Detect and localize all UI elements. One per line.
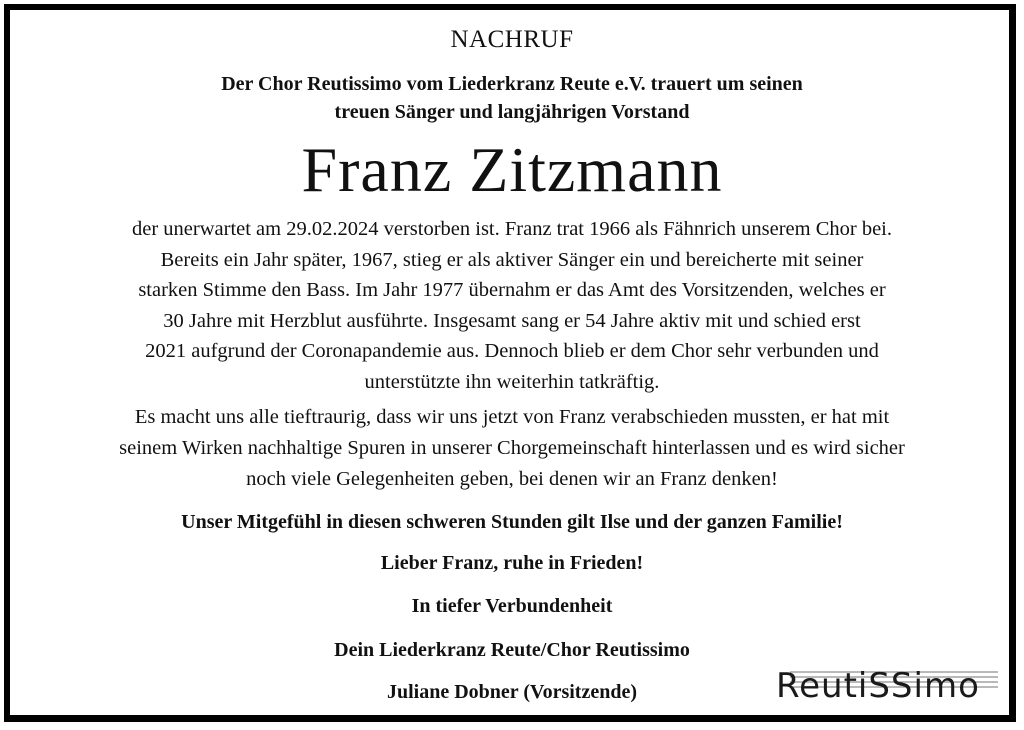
notice-heading: NACHRUF bbox=[450, 26, 574, 53]
paragraph-line: seinem Wirken nachhaltige Spuren in unserer Chorgemeinschaft hinterlassen und es wird sicher bbox=[119, 437, 905, 459]
paragraph-line: 2021 aufgrund der Coronapandemie aus. Dennoch blieb er dem Chor sehr verbunden und bbox=[145, 340, 879, 362]
paragraph-line: unterstützte ihn weiterhin tatkräftig. bbox=[364, 370, 660, 393]
paragraph-line: starken Stimme den Bass. Im Jahr 1977 übernahm er das Amt des Vorsitzenden, welches er bbox=[138, 279, 886, 301]
paragraph-line: Es macht uns alle tieftraurig, dass wir uns jetzt von Franz verabschieden mussten, er hat mit bbox=[134, 406, 890, 428]
tribute-paragraph bbox=[30, 402, 994, 495]
farewell-line: Lieber Franz, ruhe in Frieden! bbox=[380, 552, 644, 574]
intro-text bbox=[0, 70, 1024, 126]
logo-wordmark: ReutiSSimo bbox=[776, 666, 980, 706]
intro-line: treuen Sänger und langjährigen Vorstand bbox=[334, 101, 690, 123]
paragraph-line: 30 Jahre mit Herzblut ausführte. Insgesamt sang er 54 Jahre aktiv mit und schied erst bbox=[163, 309, 861, 332]
condolence-line: Unser Mitgefühl in diesen schweren Stunden gilt Ilse und der ganzen Familie! bbox=[181, 511, 843, 533]
paragraph-line: noch viele Gelegenheiten geben, bei denen wir an Franz denken! bbox=[246, 468, 778, 490]
paragraph-line: der unerwartet am 29.02.2024 verstorben ist. Franz trat 1966 als Fähnrich unserem Chor bei. bbox=[131, 218, 892, 240]
signer-name: Juliane Dobner (Vorsitzende) bbox=[387, 681, 637, 703]
deceased-name: Franz Zitzmann bbox=[301, 134, 723, 205]
intro-line: Der Chor Reutissimo vom Liederkranz Reute e.V. trauert um seinen bbox=[221, 73, 803, 95]
club-signature: Dein Liederkranz Reute/Chor Reutissimo bbox=[334, 639, 690, 661]
biography-paragraph bbox=[40, 214, 984, 397]
paragraph-line: Bereits ein Jahr später, 1967, stieg er als aktiver Sänger ein und bereicherte mit seiner bbox=[160, 248, 864, 271]
reutissimo-logo bbox=[776, 664, 998, 708]
closing-line: In tiefer Verbundenheit bbox=[411, 595, 613, 617]
